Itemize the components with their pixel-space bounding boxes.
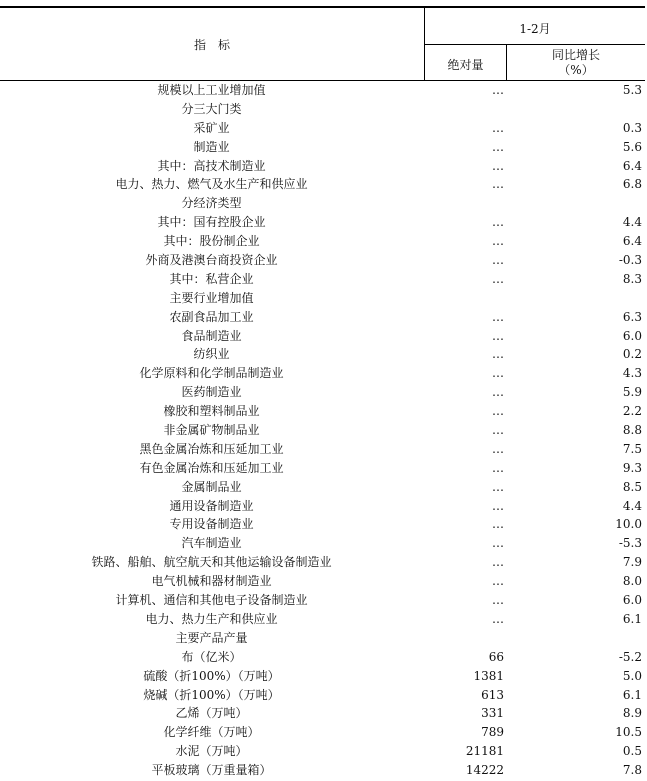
row-absolute-value: …	[492, 158, 504, 173]
row-absolute-value: …	[492, 441, 504, 456]
table-row	[0, 289, 645, 308]
table-row	[0, 327, 645, 346]
row-absolute-value: …	[492, 517, 504, 532]
row-yoy-growth: 6.4	[622, 158, 642, 173]
row-absolute-value: …	[492, 498, 504, 513]
table-row	[0, 667, 645, 686]
table-row	[0, 81, 645, 100]
row-yoy-growth: 8.9	[622, 706, 642, 721]
row-absolute-value: …	[492, 253, 504, 268]
row-yoy-growth: -5.3	[618, 536, 642, 551]
row-label: 平板玻璃（万重量箱）	[151, 763, 272, 778]
table-row	[0, 383, 645, 402]
table-row	[0, 534, 645, 553]
row-absolute-value: 1381	[473, 668, 504, 683]
table-header	[0, 6, 645, 81]
row-yoy-growth: 0.3	[622, 120, 642, 135]
row-absolute-value: 66	[488, 649, 504, 664]
row-yoy-growth: 2.2	[622, 404, 642, 419]
table-row	[0, 308, 645, 327]
row-label: 计算机、通信和其他电子设备制造业	[115, 593, 308, 608]
row-absolute-value: …	[492, 574, 504, 589]
yoy-heading	[507, 48, 645, 78]
row-label: 专用设备制造业	[169, 517, 254, 532]
row-absolute-value: …	[492, 593, 504, 608]
row-absolute-value: …	[492, 139, 504, 154]
row-yoy-growth: 5.0	[622, 668, 642, 683]
row-absolute-value: …	[492, 423, 504, 438]
table-row	[0, 629, 645, 648]
row-yoy-growth: 4.4	[622, 215, 642, 230]
row-absolute-value: 331	[481, 706, 504, 721]
row-absolute-value: …	[492, 120, 504, 135]
table-row	[0, 194, 645, 213]
row-absolute-value: …	[492, 611, 504, 626]
row-label: 食品制造业	[181, 328, 242, 343]
row-absolute-value: …	[492, 234, 504, 249]
row-yoy-growth: 5.3	[622, 83, 642, 97]
yoy-heading-line1: 同比增长	[551, 48, 600, 62]
row-yoy-growth: 6.0	[622, 328, 642, 343]
table-row	[0, 686, 645, 705]
row-label: 电力、热力、燃气及水生产和供应业	[115, 177, 308, 192]
row-label: 其中：国有控股企业	[157, 215, 266, 230]
row-yoy-growth: -5.2	[618, 649, 642, 664]
row-absolute-value: 613	[481, 687, 504, 702]
table-row	[0, 175, 645, 194]
row-absolute-value: …	[492, 366, 504, 381]
row-label: 铁路、船舶、航空航天和其他运输设备制造业	[91, 555, 332, 570]
row-label: 水泥（万吨）	[175, 744, 248, 759]
row-label: 医药制造业	[181, 385, 242, 400]
row-yoy-growth: 0.2	[622, 347, 642, 362]
table-row	[0, 402, 645, 421]
row-label: 有色金属冶炼和压延加工业	[139, 460, 284, 475]
table-row	[0, 270, 645, 289]
header-divider-horizontal	[424, 44, 645, 45]
table-row	[0, 478, 645, 497]
row-label: 通用设备制造业	[169, 498, 254, 513]
row-absolute-value: …	[492, 328, 504, 343]
row-yoy-growth: 5.6	[622, 139, 642, 154]
row-yoy-growth: 6.3	[622, 309, 642, 324]
table-row	[0, 497, 645, 516]
row-yoy-growth: -0.3	[618, 253, 642, 268]
table-row	[0, 119, 645, 138]
table-row	[0, 553, 645, 572]
table-row	[0, 704, 645, 723]
row-absolute-value: …	[492, 555, 504, 570]
table-row	[0, 157, 645, 176]
row-yoy-growth: 6.1	[622, 687, 642, 702]
yoy-heading-line2: （%）	[558, 63, 594, 77]
row-yoy-growth: 10.0	[615, 517, 642, 532]
table-row	[0, 364, 645, 383]
table-row	[0, 213, 645, 232]
row-label: 其中：股份制企业	[163, 234, 260, 249]
table-row	[0, 251, 645, 270]
row-absolute-value: …	[492, 309, 504, 324]
row-yoy-growth: 6.1	[622, 611, 642, 626]
row-absolute-value: …	[492, 385, 504, 400]
table-body	[0, 81, 645, 780]
row-yoy-growth: 6.8	[622, 177, 642, 192]
row-yoy-growth: 4.3	[622, 366, 642, 381]
row-yoy-growth: 7.8	[622, 763, 642, 778]
row-yoy-growth: 9.3	[622, 460, 642, 475]
row-label: 制造业	[193, 139, 230, 154]
row-absolute-value: …	[492, 347, 504, 362]
row-label: 主要产品产量	[175, 630, 248, 645]
table-row	[0, 761, 645, 780]
table-row	[0, 100, 645, 119]
row-label: 布（亿米）	[181, 649, 242, 664]
row-label: 纺织业	[193, 347, 230, 362]
table-row	[0, 572, 645, 591]
row-absolute-value: …	[492, 536, 504, 551]
row-yoy-growth: 5.9	[622, 385, 642, 400]
row-absolute-value: …	[492, 460, 504, 475]
indicator-heading: 指 标	[193, 38, 230, 52]
row-absolute-value: 14222	[465, 763, 504, 778]
row-label: 非金属矿物制品业	[163, 423, 260, 438]
table-row	[0, 591, 645, 610]
table-row	[0, 742, 645, 761]
row-absolute-value: 21181	[465, 744, 504, 759]
row-yoy-growth: 7.9	[622, 555, 642, 570]
row-label: 化学纤维（万吨）	[163, 725, 260, 740]
row-absolute-value: …	[492, 271, 504, 286]
row-label: 硫酸（折100%）（万吨）	[143, 668, 280, 683]
row-absolute-value: …	[492, 83, 504, 97]
row-yoy-growth: 8.8	[622, 423, 642, 438]
row-label: 电气机械和器材制造业	[151, 574, 272, 589]
row-yoy-growth: 10.5	[615, 725, 642, 740]
row-label: 其中：高技术制造业	[157, 158, 266, 173]
row-absolute-value: …	[492, 177, 504, 192]
table-row	[0, 723, 645, 742]
row-absolute-value: 789	[481, 725, 504, 740]
row-label: 分三大门类	[181, 101, 242, 116]
row-label: 汽车制造业	[181, 536, 242, 551]
row-label: 分经济类型	[181, 196, 242, 211]
row-yoy-growth: 7.5	[622, 441, 642, 456]
row-label: 规模以上工业增加值	[157, 83, 266, 97]
row-label: 金属制品业	[181, 479, 242, 494]
period-heading: 1-2月	[519, 22, 551, 36]
row-label: 外商及港澳台商投资企业	[145, 253, 278, 268]
row-label: 采矿业	[193, 120, 230, 135]
table-row	[0, 138, 645, 157]
row-yoy-growth: 0.5	[622, 744, 642, 759]
row-yoy-growth: 6.4	[622, 234, 642, 249]
table-row	[0, 421, 645, 440]
table-row	[0, 345, 645, 364]
table-row	[0, 232, 645, 251]
row-yoy-growth: 8.0	[622, 574, 642, 589]
row-absolute-value: …	[492, 215, 504, 230]
row-yoy-growth: 4.4	[622, 498, 642, 513]
row-absolute-value: …	[492, 479, 504, 494]
row-label: 乙烯（万吨）	[175, 706, 248, 721]
row-label: 烧碱（折100%）（万吨）	[143, 687, 280, 702]
row-yoy-growth: 8.5	[622, 479, 642, 494]
table-row	[0, 459, 645, 478]
table-row	[0, 610, 645, 629]
row-label: 农副食品加工业	[169, 309, 254, 324]
row-label: 主要行业增加值	[169, 290, 254, 305]
row-yoy-growth: 6.0	[622, 593, 642, 608]
table-row	[0, 440, 645, 459]
absolute-heading: 绝对量	[447, 58, 484, 72]
row-label: 化学原料和化学制品制造业	[139, 366, 284, 381]
row-absolute-value: …	[492, 404, 504, 419]
row-label: 黑色金属冶炼和压延加工业	[139, 441, 284, 456]
header-top-rule	[0, 6, 645, 8]
row-yoy-growth: 8.3	[622, 271, 642, 286]
table-row	[0, 648, 645, 667]
row-label: 橡胶和塑料制品业	[163, 404, 260, 419]
row-label: 电力、热力生产和供应业	[145, 611, 278, 626]
table-row	[0, 515, 645, 534]
row-label: 其中：私营企业	[169, 271, 254, 286]
